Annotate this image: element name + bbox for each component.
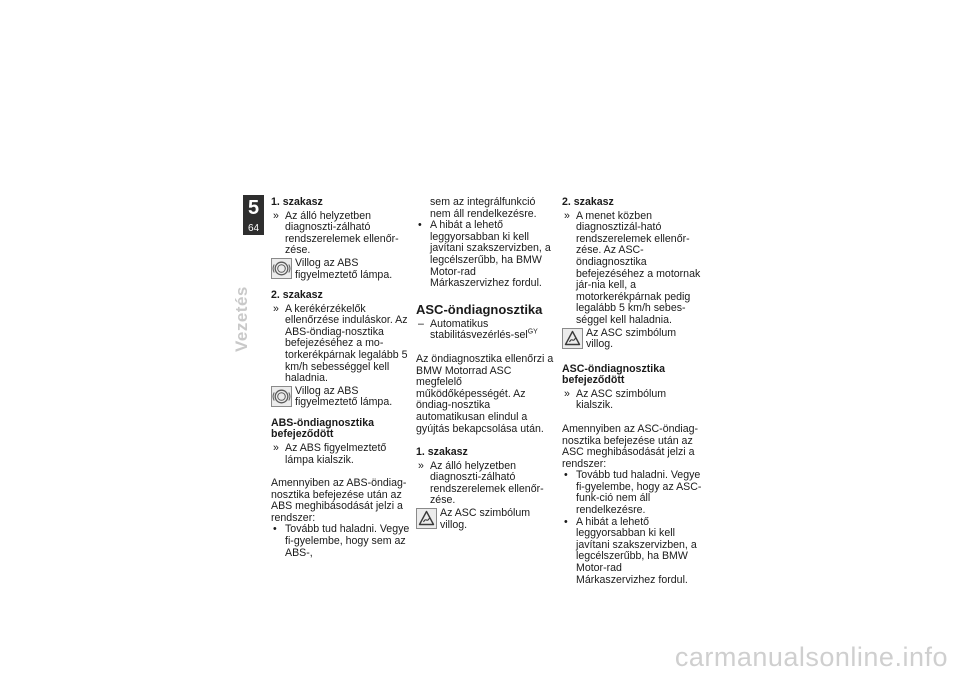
column-1: [271, 197, 411, 559]
chapter-number: 5: [247, 197, 260, 219]
asc-equipment-text: Automatikus stabilitásvezérlés-sel: [430, 317, 528, 342]
asc-intro-paragraph: Az öndiagnosztika ellenőrzi a BMW Motorrad ASC megfelelő működőképességét. Az öndiag-nosztika automatikusan elindul a gyújtás bekapcsolása után.: [416, 352, 554, 435]
asc-section-heading: ASC-öndiagnosztika: [416, 301, 543, 317]
page-number: 64: [247, 223, 260, 234]
asc-done-item-text: Az ASC szimbólum kialszik.: [576, 387, 667, 412]
asc-fault-paragraph: Amennyiben az ASC-öndiag-nosztika befejezése után az ASC meghibásodását jelzi a rendszer:: [562, 422, 699, 470]
abs-indicator-note: [271, 386, 411, 410]
asc-indicator-text: Az ASC szimbólum villog.: [586, 326, 677, 351]
asc-indicator-note: [416, 508, 556, 532]
step-marker: »: [564, 209, 570, 222]
asc-indicator-text: Az ASC szimbólum villog.: [440, 507, 531, 531]
asc-step2-item-text: A menet közben diagnosztizál-ható rendszerelemek ellenőr-zése. Az ASC-öndiagnosztika befejezéséhez a motornak jár-nia kell, a motorkerékpárnak pedig legalább 5 km/h sebes-séggel kell haladnia.: [576, 209, 701, 326]
optional-equipment-sup: GY: [527, 328, 538, 336]
asc-done-item: [562, 389, 702, 412]
abs-fault-bullet-1: [271, 524, 411, 559]
abs-done-heading: ABS-öndiagnosztika befejeződött: [271, 416, 374, 441]
step-marker: »: [273, 302, 279, 315]
asc-step1-item: [416, 461, 556, 507]
asc-fault-bullet-1: [562, 470, 702, 516]
asc-fault-bullet-2-text: A hibát a lehető leggyorsabban ki kell javítani szakszervizben, a legcélszerűbb, ha BMW Motor-rad Márkaszervizhez fordul.: [576, 515, 697, 586]
asc-step2-item: [562, 211, 702, 327]
abs-fault-bullet-1-text: Tovább tud haladni. Vegye fi-gyelembe, hogy sem az ABS-,: [285, 523, 410, 559]
abs-done-item-text: Az ABS figyelmeztető lámpa kialszik.: [285, 441, 387, 466]
abs-fault-bullet-1-continued: [416, 197, 556, 220]
asc-warning-icon: [416, 508, 437, 529]
abs-fault-paragraph: Amennyiben az ABS-öndiag-nosztika befejezése után az ABS meghibásodását jelzi a rendszer:: [271, 477, 407, 524]
abs-indicator-note: [271, 258, 411, 282]
abs-indicator-text: Villog az ABS figyelmeztető lámpa.: [295, 256, 393, 281]
asc-fault-bullet-2: [562, 517, 702, 587]
abs-warning-icon: [271, 386, 292, 407]
asc-indicator-note: [562, 328, 702, 352]
dash-marker: –: [418, 317, 424, 330]
bullet-marker: •: [564, 469, 568, 482]
step-marker: »: [418, 459, 424, 472]
step-marker: »: [273, 209, 279, 222]
step1-item-text: Az álló helyzetben diagnoszti-zálható rendszerelemek ellenőr-zése.: [285, 209, 399, 257]
abs-fault-bullet-1-cont-text: sem az integrálfunkció nem áll rendelkezésre.: [430, 196, 537, 220]
abs-fault-bullet-2-text: A hibát a lehető leggyorsabban ki kell javítani szakszervizben, a legcélszerűbb, ha BMW Motor-rad Márkaszervizhez fordul.: [430, 219, 551, 290]
step2-item-text: A kerékérzékelők ellenőrzése induláskor. Az ABS-öndiag-nosztika befejezéséhez a mo-torkerékpárnak legalább 5 km/h sebességgel kell haladnia.: [285, 302, 408, 385]
abs-indicator-text: Villog az ABS figyelmeztető lámpa.: [295, 384, 393, 409]
asc-step2-heading: 2. szakasz: [562, 196, 614, 208]
column-2: [416, 197, 556, 532]
step2-heading: 2. szakasz: [271, 288, 323, 301]
asc-done-heading: ASC-öndiagnosztika befejeződött: [562, 362, 665, 387]
asc-warning-icon: [562, 328, 583, 349]
bullet-marker: •: [418, 219, 422, 232]
asc-fault-bullet-1-text: Tovább tud haladni. Vegye fi-gyelembe, hogy az ASC-funk-ció nem áll rendelkezésre.: [576, 469, 702, 517]
asc-equipment-note: [416, 319, 556, 342]
step1-item: [271, 211, 411, 257]
abs-done-item: [271, 443, 411, 466]
step2-item: [271, 304, 411, 385]
bullet-marker: •: [564, 515, 568, 528]
section-side-title: Vezetés: [232, 286, 251, 352]
asc-step1-heading: 1. szakasz: [416, 446, 468, 459]
bullet-marker: •: [273, 523, 277, 536]
column-3: [562, 197, 702, 586]
asc-step1-item-text: Az álló helyzetben diagnoszti-zálható rendszerelemek ellenőr-zése.: [430, 459, 544, 507]
watermark: carmanualsonline.info: [674, 642, 948, 672]
step-marker: »: [564, 387, 570, 400]
abs-fault-bullet-2: [416, 220, 556, 290]
abs-warning-icon: [271, 258, 292, 279]
step1-heading: 1. szakasz: [271, 196, 323, 208]
step-marker: »: [273, 441, 279, 454]
